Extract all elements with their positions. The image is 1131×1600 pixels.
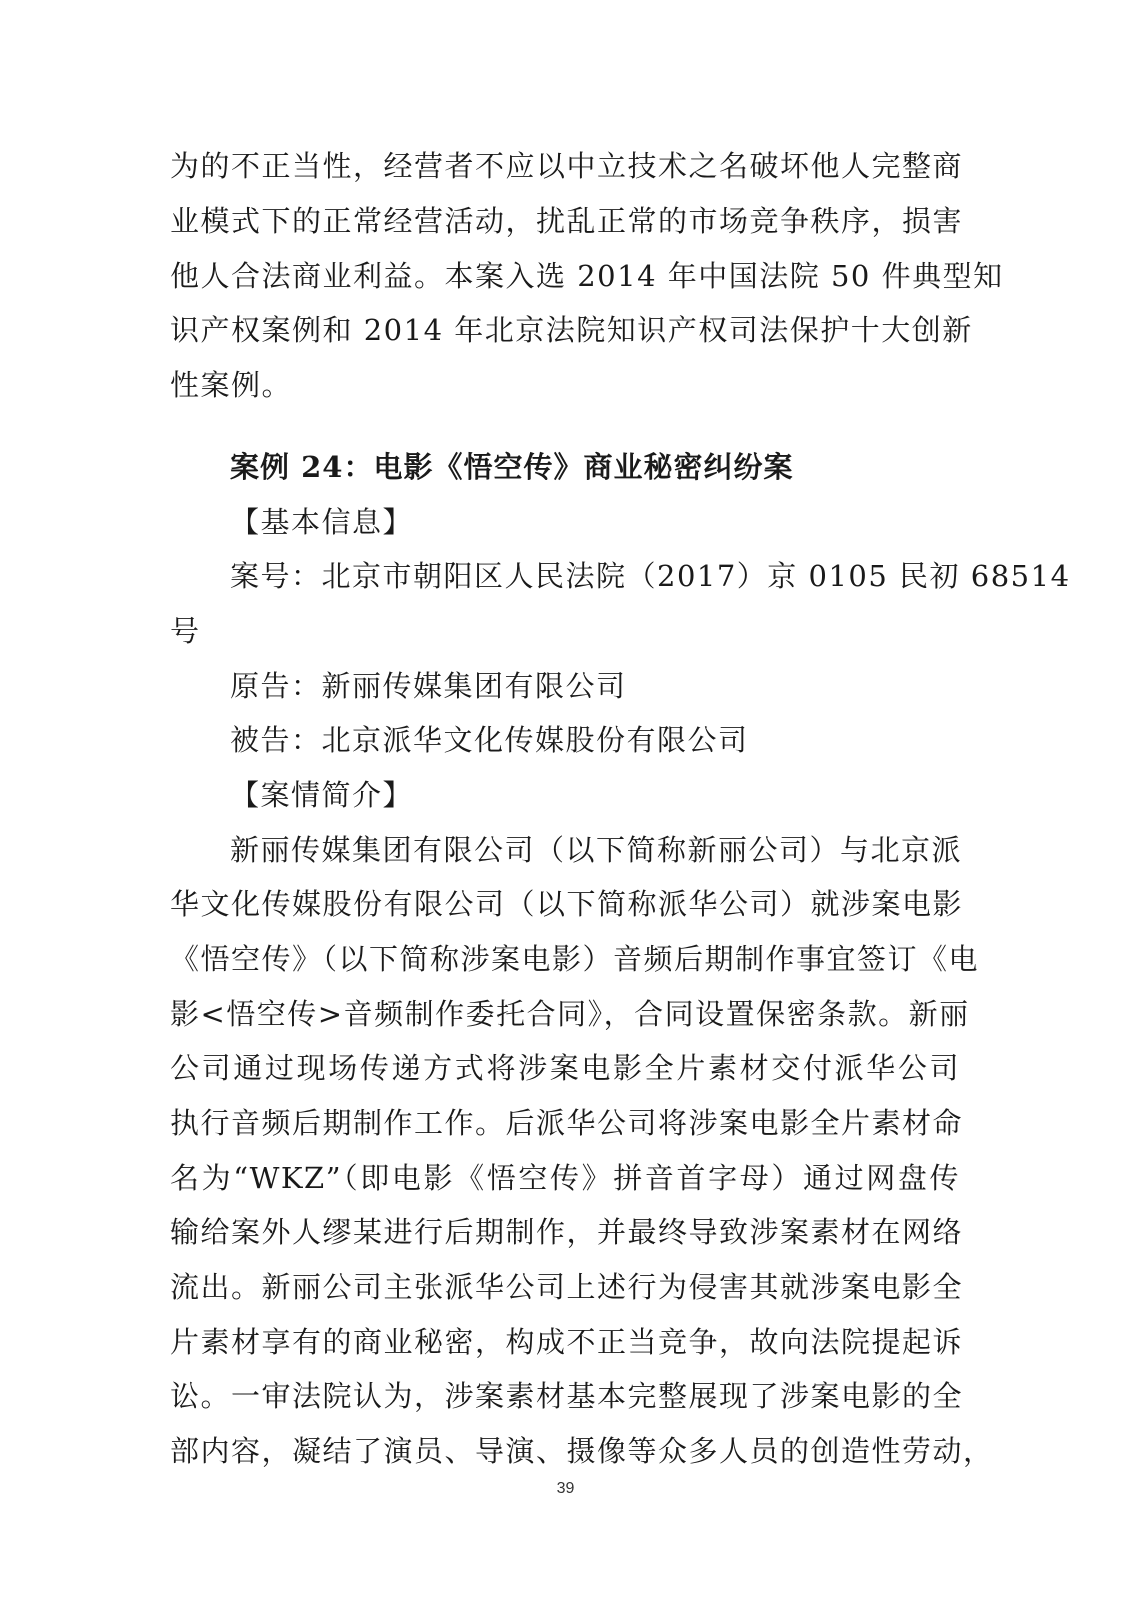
summary-line: 输给案外人缪某进行后期制作，并最终导致涉案素材在网络 [170,1215,964,1249]
summary-line: 新丽传媒集团有限公司（以下简称新丽公司）与北京派 [230,833,963,867]
plaintiff: 原告：新丽传媒集团有限公司 [230,669,627,703]
case-title: 案例 24：电影《悟空传》商业秘密纠纷案 [230,450,794,484]
defendant: 被告：北京派华文化传媒股份有限公司 [230,723,749,757]
summary-line: 影<悟空传>音频制作委托合同》，合同设置保密条款。新丽 [170,997,970,1031]
summary-line: 讼。一审法院认为，涉案素材基本完整展现了涉案电影的全 [170,1379,964,1413]
summary-line: 公司通过现场传递方式将涉案电影全片素材交付派华公司 [170,1051,960,1085]
paragraph-line: 他人合法商业利益。本案入选 2014 年中国法院 50 件典型知 [170,259,1004,293]
summary-line: 部内容，凝结了演员、导演、摄像等众多人员的创造性劳动， [170,1434,994,1468]
summary-line: 片素材享有的商业秘密，构成不正当竞争，故向法院提起诉 [170,1325,964,1359]
paragraph-line: 识产权案例和 2014 年北京法院知识产权司法保护十大创新 [170,313,973,347]
summary-line: 华文化传媒股份有限公司（以下简称派华公司）就涉案电影 [170,887,964,921]
case-number-continued: 号 [170,614,201,648]
case-number: 案号：北京市朝阳区人民法院（2017）京 0105 民初 68514 [230,559,1071,593]
summary-heading: 【案情简介】 [230,778,414,812]
basic-info-heading: 【基本信息】 [230,505,414,539]
paragraph-line: 为的不正当性，经营者不应以中立技术之名破坏他人完整商 [170,149,964,183]
summary-line: 《悟空传》（以下简称涉案电影）音频后期制作事宜签订《电 [170,942,980,976]
page-number: 39 [556,1480,575,1497]
paragraph-line: 业模式下的正常经营活动，扰乱正常的市场竞争秩序，损害 [170,204,964,238]
summary-line: 名为“WKZ”（即电影《悟空传》拼音首字母）通过网盘传 [170,1161,960,1195]
paragraph-line: 性案例。 [170,368,293,402]
summary-line: 执行音频后期制作工作。后派华公司将涉案电影全片素材命 [170,1106,964,1140]
summary-line: 流出。新丽公司主张派华公司上述行为侵害其就涉案电影全 [170,1270,964,1304]
